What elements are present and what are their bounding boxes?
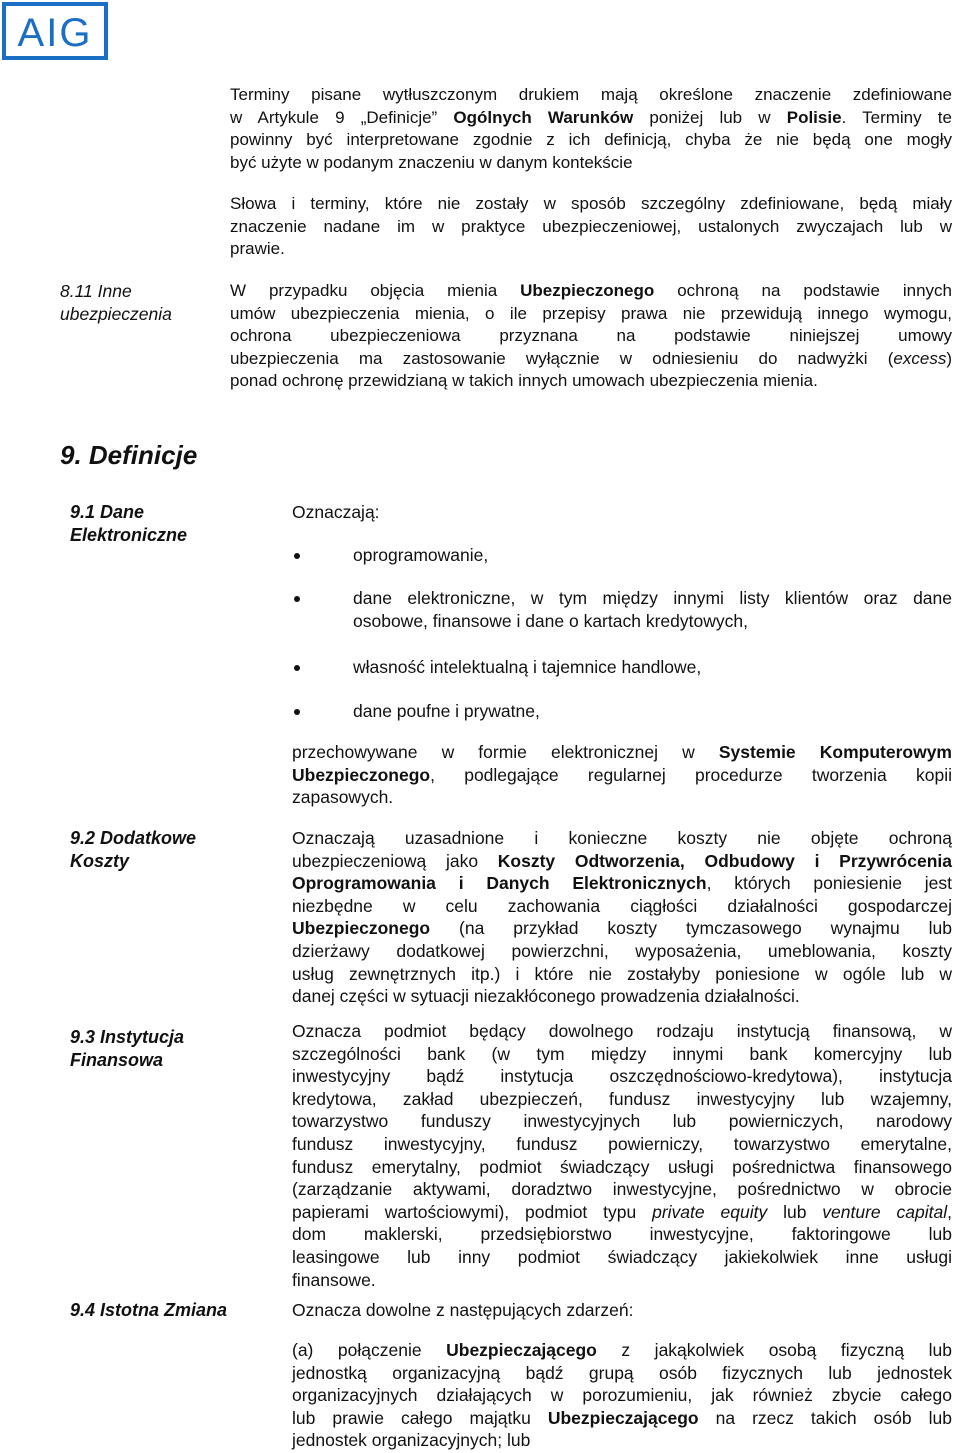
intro-line: znaczenie nadane im w praktyce ubezpieczeniowej, ustalonych zwyczajach lub w: [230, 216, 952, 236]
section-8-11-label: 8.11 Inne ubezpieczenia: [60, 281, 172, 324]
definition-9-4-label: 9.4 Istotna Zmiana: [70, 1300, 228, 1320]
svg-text:AIG: AIG: [17, 11, 93, 53]
bullet-icon: [294, 553, 300, 559]
definition-9-4-item-a: (a) połączenie Ubezpieczającego z jakąkolwiek osobą fizyczną lub jednostką organizacyjną bądź grupą osób fizycznych lub jednostek organizacyjnych działających w porozumieniu, jak również zbycie całego lub prawie całego majątku Ubezpieczającego na rzecz takich osób lub jednostek organizacyjnych; lub: [292, 1340, 952, 1451]
definition-9-3-label: 9.3 Instytucja Finansowa: [70, 1027, 185, 1070]
aig-logo-icon: [9, 9, 101, 53]
intro-line: być użyte w podanym znaczeniu w danym kontekście: [230, 152, 633, 172]
list-item: oprogramowanie,: [353, 545, 489, 565]
definition-9-1-tail: przechowywane w formie elektronicznej w Systemie Komputerowym Ubezpieczonego, podlegające regularnej procedurze tworzenia kopii zapasowych.: [292, 742, 952, 808]
definition-9-2-text: Oznaczają uzasadnione i konieczne koszty nie objęte ochroną ubezpieczeniową jako Koszty Odtworzenia, Odbudowy i Przywrócenia Oprogramowania i Danych Elektronicznych, których poniesienie jest niezbędne w celu zachowania ciągłości działalności gospodarczej Ubezpieczonego (na przykład koszty tymczasowego wynajmu lub dzierżawy dodatkowej powierzchni, wyposażenia, umeblowania, koszty usług zewnętrznych itp.) i które nie zostałyby poniesione w ogóle lub w danej części w sytuacji niezakłóconego prowadzenia działalności.: [292, 828, 952, 1007]
bullet-icon: [294, 709, 300, 715]
intro-line: Słowa i terminy, które nie zostały w sposób szczególny zdefiniowane, będą miały: [230, 194, 952, 213]
intro-line: w Artykule 9 „Definicje” Ogólnych Warunków poniżej lub w Polisie. Terminy te: [230, 107, 952, 127]
section-heading: 9. Definicje: [60, 440, 198, 470]
intro-paragraph-1: [230, 84, 952, 174]
definition-9-4-intro: Oznacza dowolne z następujących zdarzeń:: [292, 1300, 634, 1320]
list-item: dane elektroniczne, w tym między innymi listy klientów oraz dane osobowe, finansowe i dane o kartach kredytowych,: [353, 588, 952, 631]
section-8-11-text: W przypadku objęcia mienia Ubezpieczonego ochroną na podstawie innych umów ubezpieczenia mienia, o ile przepisy prawa nie przewidują innego wymogu, ochrona ubezpieczeniowa przyznana na podstawie niniejszej umowy ubezpieczenia ma zastosowanie wyłącznie w odniesieniu do nadwyżki (excess) ponad ochronę przewidzianą w takich innych umowach ubezpieczenia mienia.: [230, 281, 952, 391]
intro-line: prawie.: [230, 239, 285, 259]
definition-9-1-label: 9.1 Dane Elektroniczne: [70, 502, 188, 545]
list-item: własność intelektualną i tajemnice handlowe,: [353, 657, 702, 677]
definition-9-2-label: 9.2 Dodatkowe Koszty: [70, 828, 197, 871]
intro-line: Terminy pisane wytłuszczonym drukiem mają określone znaczenie zdefiniowane: [230, 85, 952, 104]
intro-paragraph-2: [230, 193, 952, 261]
bullet-icon: [294, 665, 300, 671]
intro-line: powinny być interpretowane zgodnie z ich definicją, chyba że nie będą one mogły: [230, 130, 952, 150]
list-item: dane poufne i prywatne,: [353, 701, 540, 721]
aig-logo: [2, 2, 108, 60]
bullet-icon: [294, 596, 300, 602]
definition-9-3-text: Oznacza podmiot będący dowolnego rodzaju instytucją finansową, w szczególności bank (w tym między innymi bank komercyjny lub inwestycyjny bądź instytucja oszczędnościowo-kredytowa), instytucja kredytowa, zakład ubezpieczeń, fundusz inwestycyjny lub wzajemny, towarzystwo funduszy inwestycyjnych lub powierniczych, narodowy fundusz inwestycyjny, fundusz powierniczy, towarzystwo emerytalne, fundusz emerytalny, podmiot świadczący usługi pośrednictwa finansowego (zarządzanie aktywami, doradztwo inwestycyjne, pośrednictwo w obrocie papierami wartościowymi), podmiot typu private equity lub venture capital, dom maklerski, przedsiębiorstwo inwestycyjne, faktoringowe lub leasingowe lub inny podmiot świadczący jakiekolwiek inne usługi finansowe.: [292, 1021, 952, 1290]
definition-9-1-intro: Oznaczają:: [292, 502, 380, 522]
